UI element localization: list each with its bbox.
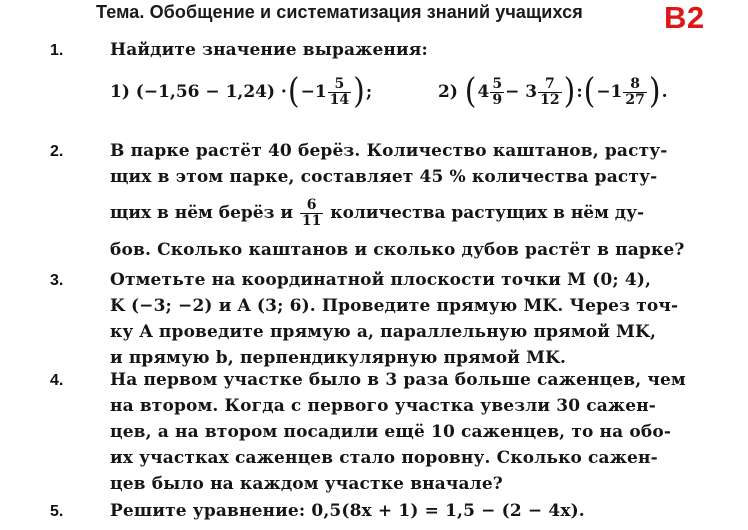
fraction <box>490 77 504 108</box>
fraction <box>538 77 561 108</box>
task4-line: цев, а на втором посадили ещё 10 саженцев, то на обо- <box>110 422 672 442</box>
task-number: 2. <box>50 143 64 160</box>
fraction-denominator: 14 <box>329 91 350 108</box>
task-number: 4. <box>50 372 64 389</box>
task3-line: и прямую b, перпендикулярную прямой MK. <box>110 348 567 368</box>
left-paren: ( <box>287 71 300 112</box>
fraction-denominator: 11 <box>301 212 322 229</box>
fraction-numerator: 6 <box>306 196 317 213</box>
variant-badge: В2 <box>664 0 705 35</box>
mixed-whole: −1 <box>596 82 623 102</box>
task3-line: Отметьте на координатной плоскости точки M (0; 4), <box>110 270 652 290</box>
task5-line: Решите уравнение: 0,5(8x + 1) = 1,5 − (2 − 4x). <box>110 501 585 521</box>
fraction-numerator: 8 <box>630 75 640 92</box>
fraction-numerator: 7 <box>544 75 555 92</box>
mixed-whole: 4 <box>477 82 490 102</box>
task2-text: количества растущих в нём ду- <box>330 203 645 223</box>
mixed-whole: −1 <box>300 82 327 102</box>
expression-part: . <box>661 82 668 102</box>
expression-label: 1) <box>110 82 130 102</box>
expression-part: − 3 <box>505 82 538 102</box>
task3-line: K (−3; −2) и A (3; 6). Проведите прямую MK. Через точ- <box>110 296 679 316</box>
task4-line: их участках саженцев стало поровну. Сколько сажен- <box>110 448 658 468</box>
task-number: 1. <box>50 42 64 59</box>
fraction-numerator: 5 <box>334 75 345 92</box>
right-paren: ) <box>563 71 576 112</box>
task2-line: В парке растёт 40 берёз. Количество каштанов, расту- <box>110 141 668 161</box>
left-paren: ( <box>583 71 596 112</box>
task-number: 3. <box>50 272 64 289</box>
page-header <box>0 0 748 35</box>
task1-expression-1 <box>110 70 372 114</box>
task2-line: щих в этом парке, составляет 45 % количества расту- <box>110 167 658 187</box>
fraction-denominator: 12 <box>540 91 560 108</box>
left-paren: ( <box>464 71 477 112</box>
task4-line: На первом участке было в 3 раза больше саженцев, чем <box>110 370 686 390</box>
task4-line: цев было на каждом участке вначале? <box>110 474 503 494</box>
task4-line: на втором. Когда с первого участка увезли 30 сажен- <box>110 396 656 416</box>
task2-text: щих в нём берёз и <box>110 203 293 223</box>
task2-line: бов. Сколько каштанов и сколько дубов растёт в парке? <box>110 240 685 260</box>
fraction-numerator: 5 <box>492 75 503 92</box>
fraction <box>328 77 351 108</box>
fraction <box>300 198 323 229</box>
fraction <box>623 77 646 108</box>
expression-part: : <box>576 82 583 102</box>
task3-line: ку A проведите прямую a, параллельную прямой MK, <box>110 322 657 342</box>
task-number: 5. <box>50 503 64 520</box>
fraction-denominator: 9 <box>492 91 503 108</box>
expression-label: 2) <box>438 82 458 102</box>
right-paren: ) <box>353 71 365 112</box>
fraction-denominator: 27 <box>625 91 645 108</box>
expression-part: ; <box>365 82 373 102</box>
task2-line-with-fraction <box>110 193 644 233</box>
topic-title: Тема. Обобщение и систематизация знаний учащихся <box>96 2 583 22</box>
right-paren: ) <box>648 71 661 112</box>
task1-expression-2 <box>438 70 668 114</box>
task1-text: Найдите значение выражения: <box>110 40 428 60</box>
expression-part: (−1,56 − 1,24) · <box>135 82 287 102</box>
